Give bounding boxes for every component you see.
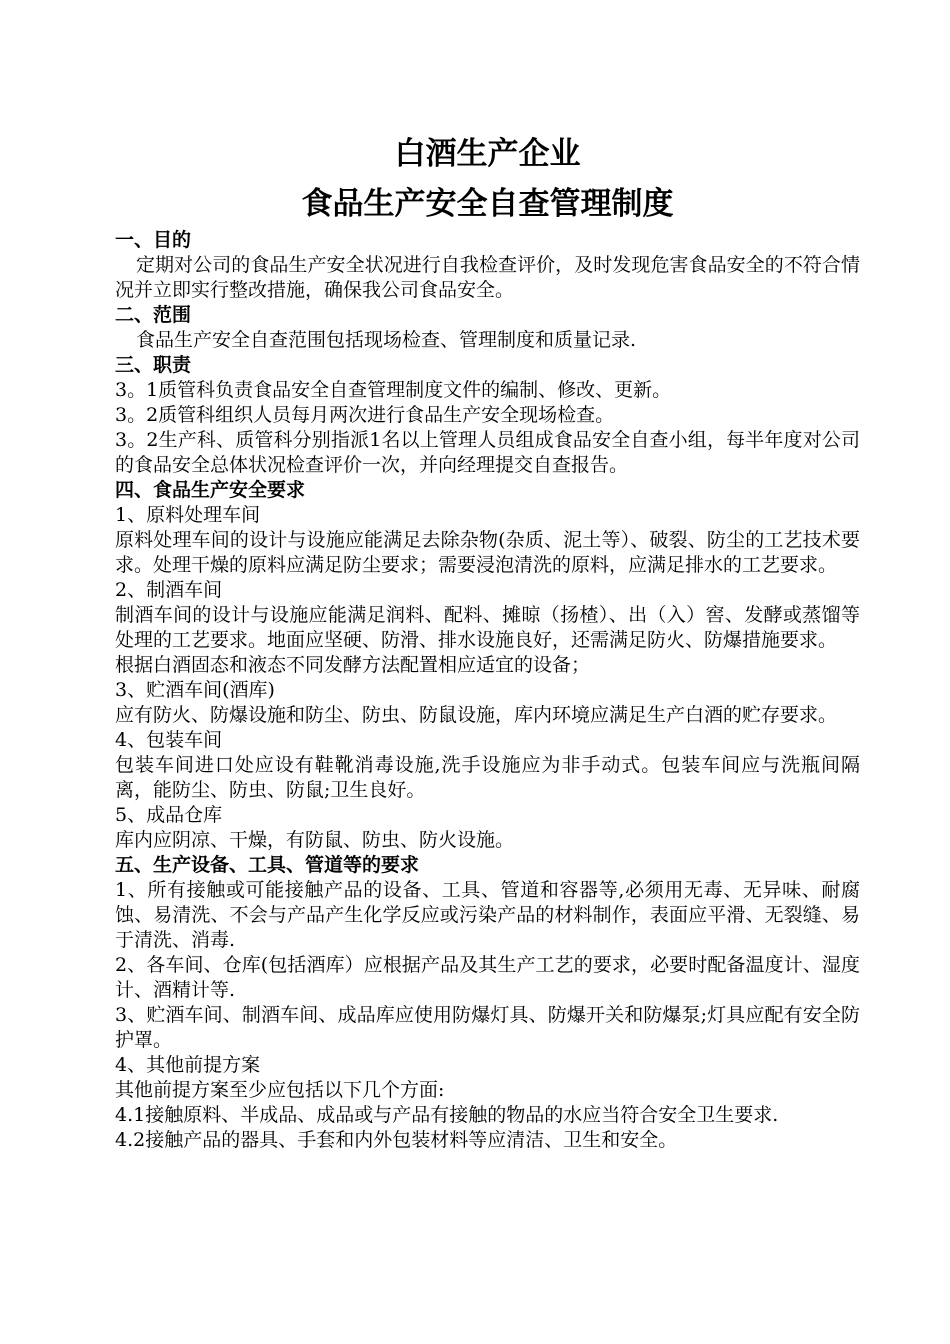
section-safety-requirements [115, 478, 860, 853]
paragraph: 食品生产安全自查范围包括现场检查、管理制度和质量记录. [136, 329, 637, 351]
section-heading: 二、范围 [115, 304, 192, 326]
section-purpose [115, 228, 860, 303]
paragraph: 5、成品仓库 [115, 804, 223, 826]
paragraph: 3、贮酒车间、制酒车间、成品库应使用防爆灯具、防爆开关和防爆泵;灯具应配有安全防护罩。 [115, 1004, 860, 1051]
paragraph: 包装车间进口处应设有鞋靴消毒设施,洗手设施应为非手动式。包装车间应与洗瓶间隔离，能防尘、防虫、防鼠;卫生良好。 [115, 754, 860, 801]
paragraph: 制酒车间的设计与设施应能满足润料、配料、摊晾（扬楂）、出（入）窖、发酵或蒸馏等处理的工艺要求。地面应坚硬、防滑、排水设施良好，还需满足防火、防爆措施要求。 [115, 604, 860, 651]
paragraph: 4.1接触原料、半成品、成品或与产品有接触的物品的水应当符合安全卫生要求. [115, 1104, 779, 1126]
section-scope [115, 303, 860, 353]
paragraph: 3。2质管科组织人员每月两次进行食品生产安全现场检查。 [115, 404, 615, 426]
section-equipment-requirements [115, 853, 860, 1153]
section-responsibilities [115, 353, 860, 478]
paragraph: 4、其他前提方案 [115, 1054, 261, 1076]
paragraph: 定期对公司的食品生产安全状况进行自我检查评价，及时发现危害食品安全的不符合情况并立即实行整改措施，确保我公司食品安全。 [115, 254, 860, 301]
paragraph: 4、包装车间 [115, 729, 223, 751]
paragraph: 2、制酒车间 [115, 579, 223, 601]
section-heading: 五、生产设备、工具、管道等的要求 [115, 854, 420, 876]
section-heading: 一、目的 [115, 229, 192, 251]
document-title-line1: 白酒生产企业 [394, 136, 581, 172]
paragraph: 3、贮酒车间(酒库) [115, 679, 275, 701]
paragraph: 根据白酒固态和液态不同发酵方法配置相应适宜的设备； [115, 654, 591, 676]
paragraph: 4.2接触产品的器具、手套和内外包装材料等应清洁、卫生和安全。 [115, 1129, 678, 1151]
paragraph: 1、所有接触或可能接触产品的设备、工具、管道和容器等,必须用无毒、无异味、耐腐蚀、易清洗、不会与产品产生化学反应或污染产品的材料制作，表面应平滑、无裂缝、易于清洗、消毒. [115, 879, 860, 951]
paragraph: 1、原料处理车间 [115, 504, 261, 526]
paragraph: 其他前提方案至少应包括以下几个方面: [115, 1079, 445, 1101]
paragraph: 原料处理车间的设计与设施应能满足去除杂物(杂质、泥土等）、破裂、防尘的工艺技术要求。处理干燥的原料应满足防尘要求；需要浸泡清洗的原料，应满足排水的工艺要求。 [115, 529, 860, 576]
paragraph: 库内应阴凉、干燥，有防鼠、防虫、防火设施。 [115, 829, 515, 851]
paragraph: 2、各车间、仓库(包括酒库）应根据产品及其生产工艺的要求，必要时配备温度计、湿度计、酒精计等. [115, 954, 860, 1001]
section-heading: 四、食品生产安全要求 [115, 479, 306, 501]
document-page [115, 130, 860, 1153]
section-heading: 三、职责 [115, 354, 192, 376]
paragraph: 3。2生产科、质管科分别指派1名以上管理人员组成食品安全自查小组，每半年度对公司的食品安全总体状况检查评价一次，并向经理提交自查报告。 [115, 429, 860, 476]
paragraph: 3。1质管科负责食品安全自查管理制度文件的编制、修改、更新。 [115, 379, 672, 401]
paragraph: 应有防火、防爆设施和防尘、防虫、防鼠设施，库内环境应满足生产白酒的贮存要求。 [115, 704, 838, 726]
document-title-line2: 食品生产安全自查管理制度 [301, 186, 674, 222]
